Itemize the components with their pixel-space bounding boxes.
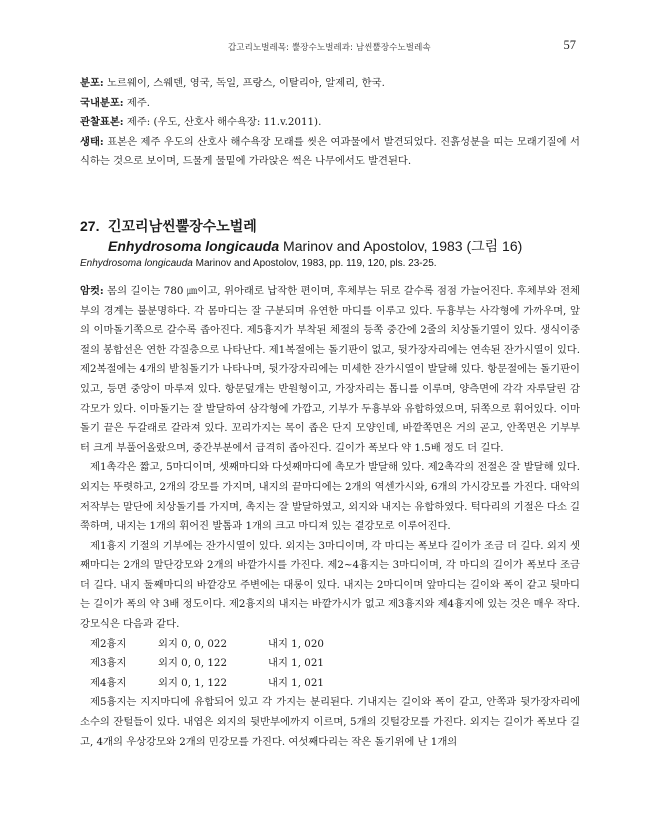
species-number: 27. [80, 217, 100, 234]
setal-exopod: 외지 0, 1, 122 [158, 676, 228, 689]
citation-scientific-name: Enhydrosoma longicauda [80, 257, 193, 269]
citation-text: Marinov and Apostolov, 1983, pp. 119, 120, pls. 23-25. [192, 257, 437, 269]
setal-leg: 제2흉지 [90, 637, 127, 650]
species-korean-name: 긴꼬리남씬뿔장수노벌레 [108, 217, 257, 234]
ecology-paragraph [80, 133, 580, 172]
fifth-leg-paragraph: 제5흉지는 지지마디에 유합되어 있고 각 가지는 분리된다. 기내지는 길이와 폭이 같고, 안쪽과 뒷가장자리에 소수의 잔털들이 있다. 내엽은 외지의 뒷반부에까지 이르며, 5개의 깃털강모를 가진다. 외지는 길이가 폭보다 길고, 4개의 우상강모와 2개의 민강모를 가진다. 여섯째다리는 작은 돌기위에 난 1개의 [80, 696, 580, 748]
ecology-text: 표본은 제주 우도의 산호사 해수욕장 모래를 씻은 여과물에서 발견되었다. 진흙성분을 띠는 모래기질에 서식하는 것으로 보이며, 드물게 물밑에 가라앉은 썩은 나무에서도 발견된다. [80, 135, 580, 168]
ecology-label: 생태: [80, 135, 104, 148]
distribution-text: 노르웨이, 스웨덴, 영국, 독일, 프랑스, 이탈리아, 알제리, 한국. [103, 77, 385, 89]
setal-leg: 제4흉지 [90, 676, 127, 689]
distribution-line [80, 74, 580, 94]
setal-formula-table [80, 635, 324, 694]
specimen-line [80, 113, 580, 133]
setal-exopod: 외지 0, 0, 022 [158, 637, 228, 650]
specimen-label: 관찰표본: [80, 116, 124, 129]
setal-exopod: 외지 0, 0, 122 [158, 657, 228, 670]
domestic-distribution-text: 제주. [123, 96, 151, 109]
setal-formula-row [80, 674, 324, 694]
distribution-label: 분포: [80, 77, 104, 89]
female-text: 몸의 길이는 780 ㎛이고, 위아래로 납작한 편이며, 후체부는 뒤로 갈수록 점점 가늘어진다. 후체부와 전체부의 경계는 불분명하다. 각 몸마디는 잘 구분되며 유연한 마디를 이루고 있다. 두흉부는 사각형에 가까우며, 앞의 이마돌기쪽으로 갈수록 좁아진다. 제5흉지가 부착된 체절의 등쪽 중간에 2줄의 치상돌기열이 있다. 생식이중절의 봉합선은 연한 각질층으로 나타난다. 제1복절에는 돌기판이 없고, 뒷가장자리에는 연속된 잔가시열이 있다. 제2복절에는 4개의 받침돌기가 나타나며, 뒷가장자리에는 미세한 잔가시열이 발달해 있다. 항문절에는 돌기판이 있고, 등면 중앙이 마루져 있다. 항문덮개는 반원형이고, 가장자리는 톱니를 이루며, 양측면에 각각 자루달린 감각모가 있다. 이마돌기는 잘 발달하여 삼각형에 가깝고, 기부가 두흉부와 유합하였으며, 뒤쪽으로 휘어있다. 이마돌기 끝은 두갈래로 갈라져 있다. 꼬리가지는 목이 좁은 단지 모양인데, 바깥쪽면은 거의 곧고, 안쪽면은 기부부터 크게 부풀어올랐으며, 중간부분에서 급격히 좁아진다. 길이가 폭보다 약 1.5배 정도 더 길다. [80, 284, 580, 454]
setal-endopod: 내지 1, 021 [268, 657, 324, 670]
species-citation [80, 256, 580, 272]
female-description [80, 282, 580, 458]
species-authority: Marinov and Apostolov, 1983 (그림 16) [279, 237, 523, 254]
species-scientific-name: Enhydrosoma longicauda [108, 237, 280, 254]
domestic-distribution-line [80, 94, 580, 114]
domestic-distribution-label: 국내분포: [80, 96, 124, 109]
setal-endopod: 내지 1, 020 [268, 637, 324, 650]
setal-formula-row [80, 635, 324, 655]
page-body [80, 74, 580, 752]
setal-formula-row [80, 654, 324, 674]
female-label: 암컷: [80, 284, 104, 297]
setal-leg: 제3흉지 [90, 657, 127, 670]
running-head: 갑고리노벌레목: 뿔장수노벌레과: 남씬뿔장수노벌레속 [228, 43, 431, 53]
setal-endopod: 내지 1, 021 [268, 676, 324, 689]
species-heading [80, 216, 580, 256]
specimen-text: 제주: (우도, 산호사 해수욕장: 11.v.2011). [123, 116, 322, 129]
page-number: 57 [563, 38, 576, 52]
legs-paragraph: 제1흉지 기절의 기부에는 잔가시열이 있다. 외지는 3마디이며, 각 마디는 폭보다 길이가 조금 더 길다. 외지 셋째마디는 2개의 말단강모와 2개의 바깥가시를 가진다. 제2~4흉지는 3마디이며, 각 마디의 길이가 폭보다 조금 더 길다. 내지 둘째마디의 바깥강모 주변에는 대롱이 있다. 내지는 2마디이며 앞마디는 길이와 폭이 같고 뒷마디는 길이가 폭의 약 3배 정도이다. 제2흉지의 내지는 바깥가시가 없고 제3흉지와 제4흉지에 있는 것은 매우 작다. 강모식은 다음과 같다. [80, 539, 580, 631]
antennule-paragraph: 제1촉각은 짧고, 5마디이며, 셋째마디와 다섯째마디에 촉모가 발달해 있다. 제2촉각의 전절은 잘 발달해 있다. 외지는 뚜렷하고, 2개의 강모를 가지며, 내지의 끝마디에는 2개의 역센가시와, 6개의 가시강모를 가진다. 대악의 저작부는 말단에 치상돌기를 가지며, 촉지는 잘 발달하였고, 외지와 내지는 유합하였다. 턱다리의 기절은 다소 길쭉하며, 내지는 1개의 휘어진 발톱과 1개의 크고 마디져 있는 곁강모로 이루어진다. [80, 461, 580, 533]
